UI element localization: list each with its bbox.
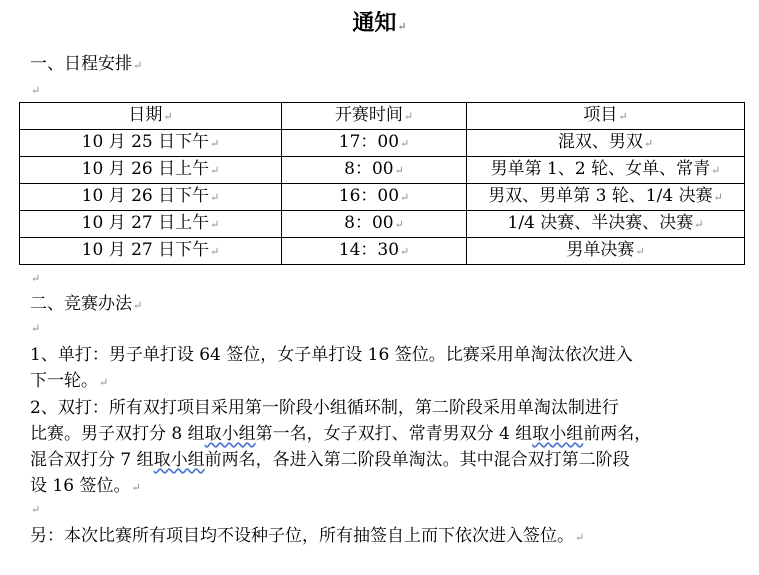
rule-doubles-paragraph (30, 395, 730, 501)
cell-date: 10 月 27 日上午↵ (20, 211, 282, 238)
header-date: 日期↵ (20, 103, 282, 130)
paragraph-mark: ↵ (31, 84, 41, 97)
table-row (20, 238, 745, 265)
table-row (20, 157, 745, 184)
table-header-row (20, 103, 745, 130)
cell-date: 10 月 26 日下午↵ (20, 184, 282, 211)
cell-time: 8：00↵ (282, 157, 467, 184)
rule-singles-paragraph (30, 342, 730, 396)
rule-doubles-line: 设 16 签位。↵ (30, 476, 141, 496)
cell-time: 8：00↵ (282, 211, 467, 238)
rule-singles-line: 1、单打：男子单打设 64 签位，女子单打设 16 签位。比赛采用单淘汰依次进入 (30, 345, 633, 365)
spellcheck-underline: 取小组 (204, 424, 256, 444)
cell-date: 10 月 27 日下午↵ (20, 238, 282, 265)
notice-title: 通知↵ (352, 10, 407, 36)
cell-event: 1/4 决赛、半决赛、决赛↵ (467, 211, 745, 238)
cell-event: 男单决赛↵ (467, 238, 745, 265)
spellcheck-underline: 取小组 (532, 424, 584, 444)
header-time: 开赛时间↵ (282, 103, 467, 130)
header-event: 项目↵ (467, 103, 745, 130)
table-row (20, 130, 745, 157)
rule-singles-line: 下一轮。↵ (30, 371, 109, 391)
cell-event: 男单第 1、2 轮、女单、常青↵ (467, 157, 745, 184)
cell-time: 16：00↵ (282, 184, 467, 211)
paragraph-mark: ↵ (31, 322, 41, 335)
paragraph-mark: ↵ (31, 503, 41, 516)
table-row (20, 211, 745, 238)
schedule-table (19, 102, 745, 265)
table-row (20, 184, 745, 211)
spellcheck-underline: 取小组 (153, 450, 205, 470)
section-schedule-heading: 一、日程安排↵ (30, 54, 143, 74)
section-rules-heading: 二、竞赛办法↵ (30, 294, 143, 314)
rule-doubles-line: 2、双打：所有双打项目采用第一阶段小组循环制，第二阶段采用单淘汰制进行 (30, 398, 619, 418)
cell-event: 混双、男双↵ (467, 130, 745, 157)
note-paragraph: 另：本次比赛所有项目均不设种子位，所有抽签自上而下依次进入签位。↵ (30, 526, 585, 546)
cell-time: 14：30↵ (282, 238, 467, 265)
cell-date: 10 月 26 日上午↵ (20, 157, 282, 184)
cell-event: 男双、男单第 3 轮、1/4 决赛↵ (467, 184, 745, 211)
cell-date: 10 月 25 日下午↵ (20, 130, 282, 157)
cell-time: 17：00↵ (282, 130, 467, 157)
rule-doubles-line: 比赛。男子双打分 8 组取小组第一名，女子双打、常青男双分 4 组取小组前两名， (30, 424, 652, 444)
paragraph-mark: ↵ (31, 272, 41, 285)
rule-doubles-line: 混合双打分 7 组取小组前两名，各进入第二阶段单淘汰。其中混合双打第二阶段 (30, 450, 630, 470)
